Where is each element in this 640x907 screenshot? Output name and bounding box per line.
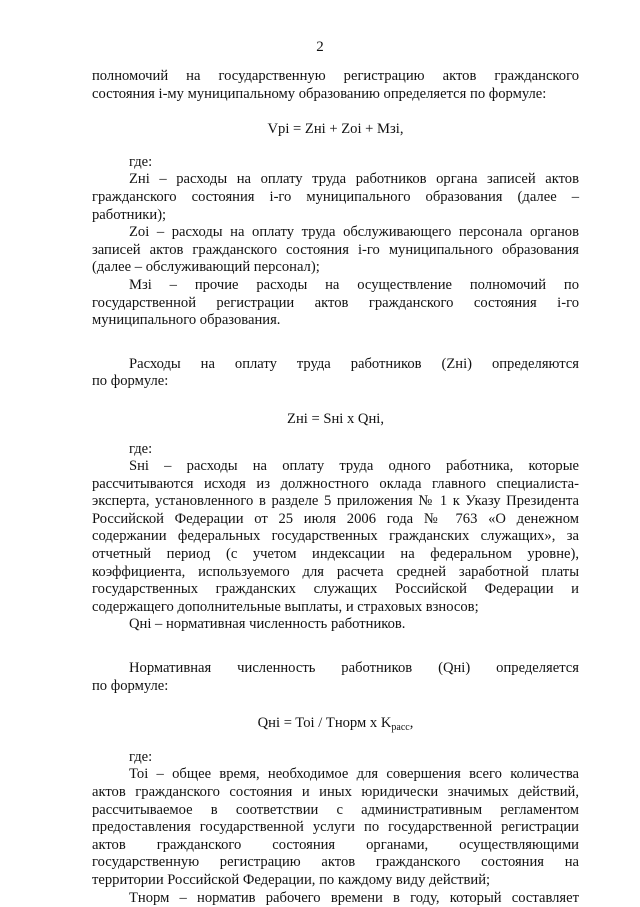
def-sn-line-4: Российской Федерации от 25 июля 2006 года № 763 «О денежном [92,510,579,527]
p-zn-line-2: по формуле: [92,373,169,390]
def-zo-line-2: записей актов гражданского состояния i-го муниципального образования [92,241,579,258]
formula-vpi: Vpi = Zнi + Zoi + Mзi, [267,121,404,138]
def-mz-line-3: муниципального образования. [92,312,281,329]
page-number: 2 [316,39,324,55]
def-qn: Qнi – нормативная численность работников. [129,616,406,633]
where-label: где: [129,440,153,457]
def-to-line-5: актов гражданского состояния органами, осуществляющими [92,836,579,853]
def-to-line-2: актов гражданского состояния и иных юридически значимых действий, [92,784,579,800]
def-zo-line-3: (далее – обслуживающий персонал); [92,259,320,276]
p-zn-line-1: Расходы на оплату труда работников (Zнi) определяются [129,355,579,372]
p-qn-line-1: Нормативная численность работников (Qнi) определяется [129,660,579,677]
formula-zn: Zнi = Sнi x Qнi, [287,410,384,427]
def-zn-line-3: работники); [92,206,167,223]
intro-line-1: полномочий на государственную регистрацию актов гражданского [92,68,579,84]
def-to-line-7: территории Российской Федерации, по каждому виду действий; [92,871,491,888]
def-sn-line-1: Sнi – расходы на оплату труда одного работника, которые [129,458,579,475]
def-sn-line-5: содержании федеральных государственных гражданских служащих», за [92,528,579,545]
def-zn-line-2: гражданского состояния i-го муниципального образования (далее – [92,188,579,205]
formula-qn [92,715,579,737]
document-body [92,68,579,907]
formula-qn-main: Qнi = Toi / Тнорм x K [257,715,392,732]
where-label: где: [129,153,153,170]
def-to-line-4: предоставления государственной услуги по государственной регистрации [92,819,579,836]
paragraph-gap [92,330,579,356]
intro-line-2: состояния i-му муниципальному образованию определяется по формуле: [92,85,547,102]
def-zo-line-1: Zoi – расходы на оплату труда обслуживающего персонала органов [129,224,579,241]
paragraph-gap [92,634,579,660]
def-sn-line-3: эксперта, установленного в разделе 5 приложения № 1 к Указу Президента [92,493,579,510]
def-tnorm-line-1: Тнорм – норматив рабочего времени в году, который составляет [129,889,579,906]
def-to-line-3: рассчитываемое в соответствии с административным регламентом [92,801,579,818]
def-zn-line-1: Zнi – расходы на оплату труда работников органа записей актов [129,171,579,188]
def-sn-line-6: отчетный период (с учетом индексации на федеральном уровне), [92,546,579,563]
formula-qn-subscript: расс [391,722,410,734]
where-label: где: [129,748,153,765]
def-mz-line-1: Мзi – прочие расходы на осуществление полномочий по [129,276,579,293]
def-sn-line-2: рассчитываются исходя из должностного оклада главного специалиста- [92,475,579,492]
def-to-line-1: Toi – общее время, необходимое для совершения всего количества [129,766,579,783]
def-to-line-6: государственную регистрацию актов гражданского состояния на [92,854,579,871]
formula-qn-tail: , [409,715,414,732]
def-sn-line-7: коэффициента, используемого для расчета средней заработной платы [92,563,579,580]
p-qn-line-2: по формуле: [92,677,169,694]
def-sn-line-8: государственных гражданских служащих Российской Федерации и [92,581,579,598]
def-mz-line-2: государственной регистрации актов гражданского состояния i-го [92,294,579,311]
def-sn-line-9: содержащего дополнительные выплаты, и страховых взносов; [92,598,479,615]
